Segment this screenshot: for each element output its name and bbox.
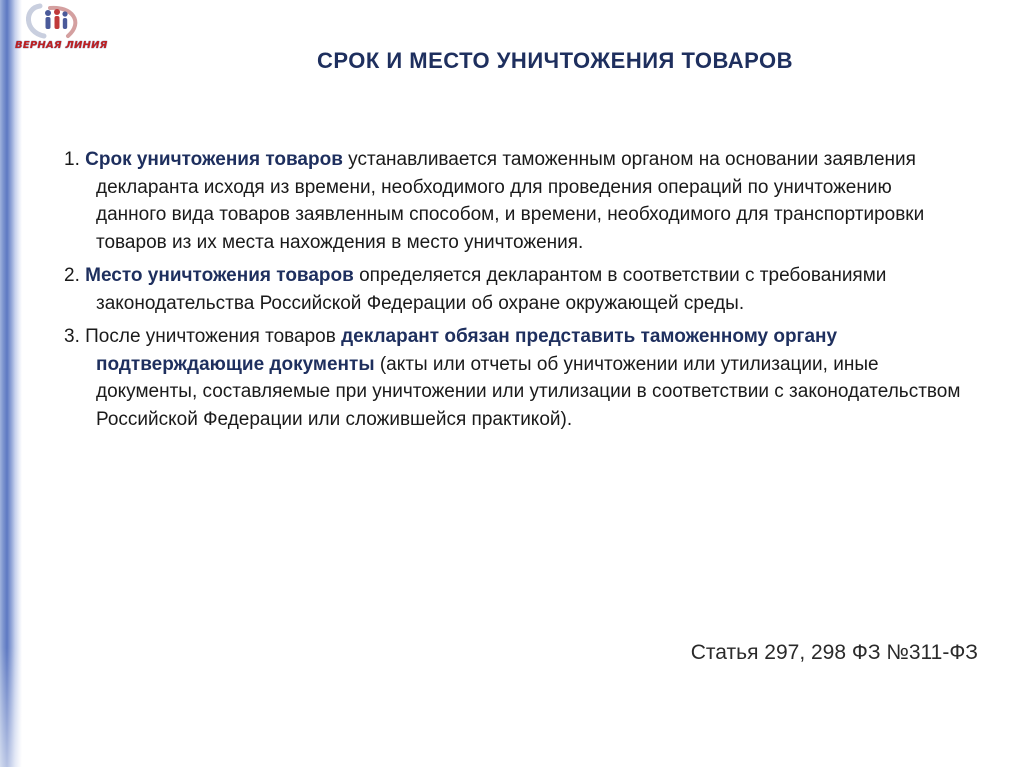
left-accent-bar-fade xyxy=(0,647,22,767)
law-reference: Статья 297, 298 ФЗ №311-ФЗ xyxy=(690,641,978,664)
item-text: определяется декларантом в соответствии с требованиями законодательства Российской Федерации об охране окружающей среды. xyxy=(96,265,887,314)
item-text: устанавливается таможенным органом на основании заявления декларанта исходя из времени, необходимого для проведения операций по уничтожению данного вида товаров заявленным способом, и времени, необходимого для транспортировки товаров из их места нахождения в место уничтожения. xyxy=(96,149,925,253)
item-number: 3. xyxy=(64,326,80,347)
logo-text: ВЕРНАЯ ЛИНИЯ xyxy=(15,40,108,51)
item-bold-text: Срок уничтожения товаров xyxy=(85,149,343,170)
list-item xyxy=(64,323,964,433)
item-bold-text: декларант обязан представить таможенному органу подтверждающие документы xyxy=(96,326,838,375)
content-list xyxy=(64,146,964,439)
item-bold-text: Место уничтожения товаров xyxy=(85,265,354,286)
list-item xyxy=(64,146,964,256)
item-number: 2. xyxy=(64,265,80,286)
list-item xyxy=(64,262,964,317)
item-number: 1. xyxy=(64,149,80,170)
page-title: СРОК И МЕСТО УНИЧТОЖЕНИЯ ТОВАРОВ xyxy=(316,48,794,73)
item-text-before: После уничтожения товаров xyxy=(85,326,336,347)
item-text: (акты или отчеты об уничтожении или утилизации, иные документы, составляемые при уничтожении или утилизации в соответствии с законодательством Российской Федерации или сложившейся практикой). xyxy=(96,353,961,430)
